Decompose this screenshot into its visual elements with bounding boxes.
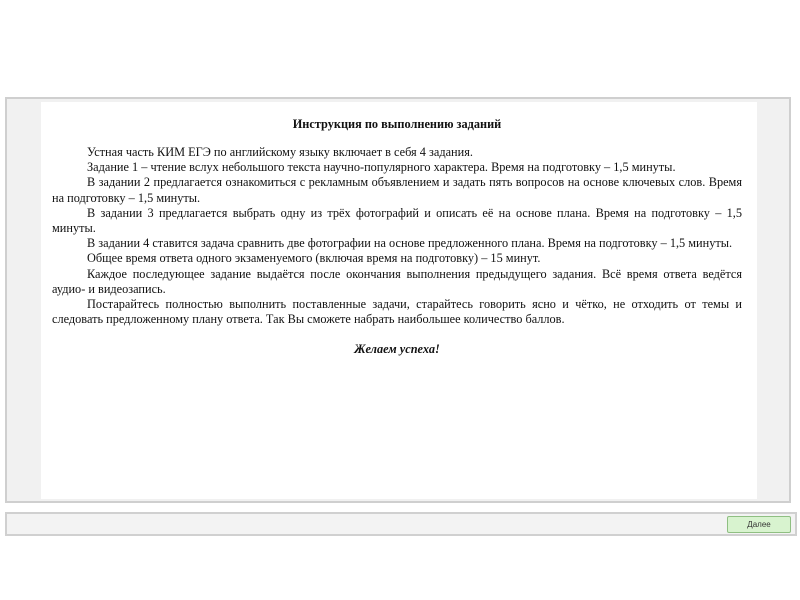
navigation-bar — [5, 512, 797, 536]
next-button[interactable]: Далее — [727, 516, 791, 533]
instruction-paragraph-2: Задание 1 – чтение вслух небольшого текста научно-популярного характера. Время на подготовку – 1,5 минуты. — [87, 160, 676, 175]
closing-wish: Желаем успеха! — [354, 342, 440, 357]
instructions-document — [41, 102, 757, 499]
instruction-paragraph-7: Каждое последующее задание выдаётся после окончания выполнения предыдущего задания. Всё время ответа ведётся аудио- и видеозапись. — [52, 266, 742, 296]
instruction-paragraph-1: Устная часть КИМ ЕГЭ по английскому языку включает в себя 4 задания. — [87, 145, 473, 159]
instruction-paragraph-3: В задании 2 предлагается ознакомиться с рекламным объявлением и задать пять вопросов на основе ключевых слов. Время на подготовку – 1,5 минуты. — [52, 175, 742, 205]
instruction-paragraph-8: Постарайтесь полностью выполнить поставленные задачи, старайтесь говорить ясно и чётко, не отходить от темы и следовать предложенному плану ответа. Так Вы сможете набрать наибольшее количество баллов. — [52, 297, 742, 327]
instructions-title: Инструкция по выполнению заданий — [292, 117, 502, 131]
instructions-frame — [5, 97, 791, 503]
instruction-paragraph-4: В задании 3 предлагается выбрать одну из трёх фотографий и описать её на основе плана. Время на подготовку – 1,5 минуты. — [52, 205, 742, 236]
instruction-paragraph-6: Общее время ответа одного экзаменуемого (включая время на подготовку) – 15 минут. — [87, 251, 541, 266]
instruction-paragraph-5: В задании 4 ставится задача сравнить две фотографии на основе предложенного плана. Время на подготовку – 1,5 минуты. — [87, 236, 733, 251]
